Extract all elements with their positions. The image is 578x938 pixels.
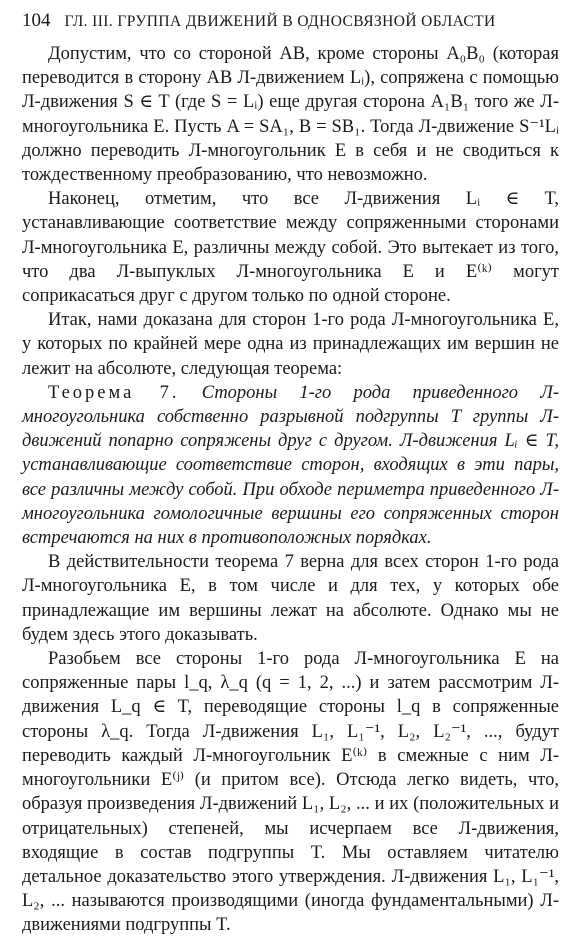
paragraph-5: В действительности теорема 7 верна для всех сторон 1-го рода Л-многоугольника E, в том числе и для тех, у которых обе принадлежащие им вершины лежат на абсолюте. Однако мы не будем здесь этого доказывать. (22, 552, 559, 645)
page-number: 104 (22, 10, 51, 31)
theorem-7 (22, 381, 559, 550)
body-text (22, 42, 559, 938)
paragraph-1: Допустим, что со стороной AB, кроме стороны A₀B₀ (которая переводится в сторону AB Л-движением Lᵢ), сопряжена с помощью Л-движения S ∈ T (где S = Lᵢ) еще другая сторона A₁B₁ того же Л-многоугольника E. Пусть A = SA₁, B = SB₁. Тогда Л-движение S⁻¹Lᵢ должно переводить Л-многоугольник E в себя и не сводиться к тождественному преобразованию, что невозможно. (22, 44, 559, 186)
book-page (22, 8, 559, 938)
paragraph-6: Разобьем все стороны 1-го рода Л-многоугольника E на сопряженные пары l_q, λ_q (q = 1, 2, ...) и затем рассмотрим Л-движения L_q ∈ T, переводящие стороны l_q в сопряженные стороны λ_q. Тогда Л-движения L₁, L₁⁻¹, L₂, L₂⁻¹, ..., будут переводить каждый Л-многоугольник E⁽ᵏ⁾ в смежные с ним Л-многоугольники E⁽ʲ⁾ (и притом все). Отсюда легко видеть, что, образуя произведения Л-движений L₁, L₂, ... и их (положительных и отрицательных) степеней, мы исчерпаем все Л-движения, входящие в состав подгруппы T. Мы оставляем читателю детальное доказательство этого утверждения. Л-движения L₁, L₁⁻¹, L₂, ... называются производящими (иногда фундаментальными) Л-движениями подгруппы T. (22, 649, 559, 936)
running-head (22, 8, 559, 34)
theorem-statement: Стороны 1-го рода приведенного Л-многоугольника собственно разрывной подгруппы T группы Л-движений попарно сопряжены друг с другом. Л-движения Lᵢ ∈ T, устанавливающие соответствие сторон, входящих в эти пары, все различны между собой. При обходе периметра приведенного Л-многоугольника гомологичные вершины его сопряженных сторон встречаются на них в противоположных порядках. (22, 382, 560, 549)
chapter-title: ГЛ. III. ГРУППА ДВИЖЕНИЙ В ОДНОСВЯЗНОЙ ОБЛАСТИ (64, 13, 496, 30)
theorem-label: Теорема 7. (48, 382, 180, 403)
paragraph-3: Итак, нами доказана для сторон 1-го рода Л-многоугольника E, у которых по крайней мере одна из принадлежащих им вершин не лежит на абсолюте, следующая теорема: (22, 310, 559, 379)
paragraph-2: Наконец, отметим, что все Л-движения Lᵢ ∈ T, устанавливающие соответствие между сопряженными сторонами Л-многоугольника E, различны между собой. Это вытекает из того, что два Л-выпуклых Л-многоугольника E и E⁽ᵏ⁾ могут соприкасаться друг с другом только по одной стороне. (22, 189, 559, 307)
